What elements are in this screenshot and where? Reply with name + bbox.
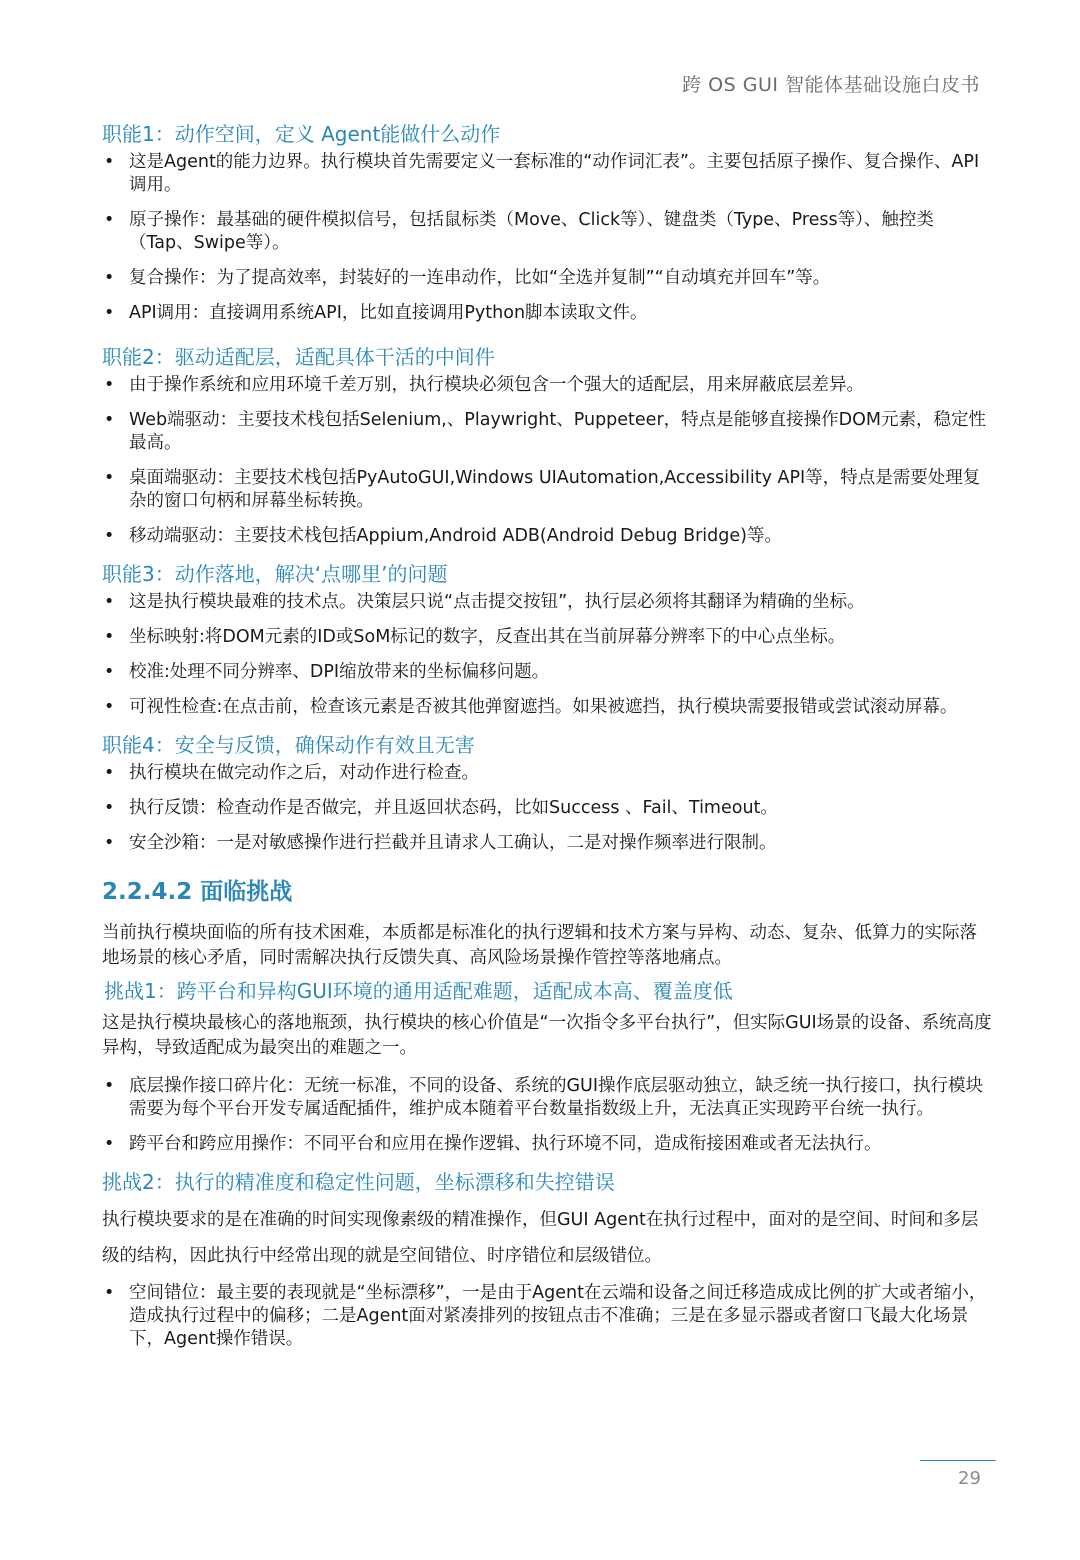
section-heading-2: 职能2：驱动适配层，适配具体干活的中间件 bbox=[102, 345, 495, 369]
list-item: • 底层操作接口碎片化：无统一标准，不同的设备、系统的GUI操作底层驱动独立，缺乏统一执行接口，执行模块需要为每个平台开发专属适配插件，维护成本随着平台数量指数级上升，无法真正实现跨平台统一执行。 bbox=[102, 1075, 994, 1121]
page-number: 29 bbox=[958, 1468, 981, 1489]
section-heading-1: 职能1：动作空间，定义 Agent能做什么动作 bbox=[102, 122, 501, 146]
challenge-heading-2: 挑战2：执行的精准度和稳定性问题，坐标漂移和失控错误 bbox=[102, 1170, 615, 1194]
list-item: • 这是执行模块最难的技术点。决策层只说“点击提交按钮”，执行层必须将其翻译为精确的坐标。 bbox=[102, 591, 994, 614]
list-item: • 桌面端驱动：主要技术栈包括PyAutoGUI,Windows UIAutomation,Accessibility API等，特点是需要处理复杂的窗口句柄和屏幕坐标转换。 bbox=[102, 467, 994, 513]
list-item: • API调用：直接调用系统API，比如直接调用Python脚本读取文件。 bbox=[102, 302, 994, 325]
list-item: • 移动端驱动：主要技术栈包括Appium,Android ADB(Android Debug Bridge)等。 bbox=[102, 525, 994, 548]
list-item: • Web端驱动：主要技术栈包括Selenium,、Playwright、Puppeteer，特点是能够直接操作DOM元素，稳定性最高。 bbox=[102, 409, 994, 455]
challenge-paragraph-2: 执行模块要求的是在准确的时间实现像素级的精准操作，但GUI Agent在执行过程中，面对的是空间、时间和多层级的结构，因此执行中经常出现的就是空间错位、时序错位和层级错位。 bbox=[102, 1210, 979, 1266]
list-item: • 跨平台和跨应用操作：不同平台和应用在操作逻辑、执行环境不同，造成衔接困难或者无法执行。 bbox=[102, 1133, 994, 1156]
challenge-paragraph-1: 这是执行模块最核心的落地瓶颈，执行模块的核心价值是“一次指令多平台执行”，但实际GUI场景的设备、系统高度异构，导致适配成为最突出的难题之一。 bbox=[102, 1013, 992, 1058]
list-item: • 原子操作：最基础的硬件模拟信号，包括鼠标类（Move、Click等）、键盘类（Type、Press等）、触控类（Tap、Swipe等）。 bbox=[102, 209, 994, 255]
bullet-list-4 bbox=[102, 762, 994, 855]
list-item: • 坐标映射:将DOM元素的ID或SoM标记的数字，反查出其在当前屏幕分辨率下的中心点坐标。 bbox=[102, 626, 994, 649]
challenge-list-2 bbox=[102, 1282, 994, 1351]
list-item: • 执行反馈：检查动作是否做完，并且返回状态码，比如Success 、Fail、Timeout。 bbox=[102, 797, 994, 820]
running-header: 跨 OS GUI 智能体基础设施白皮书 bbox=[682, 74, 980, 96]
bullet-list-3 bbox=[102, 591, 994, 719]
intro-paragraph: 当前执行模块面临的所有技术困难，本质都是标准化的执行逻辑和技术方案与异构、动态、复杂、低算力的实际落地场景的核心矛盾，同时需解决执行反馈失真、高风险场景操作管控等落地痛点。 bbox=[102, 923, 977, 968]
list-item: • 由于操作系统和应用环境千差万别，执行模块必须包含一个强大的适配层，用来屏蔽底层差异。 bbox=[102, 374, 994, 397]
list-item: • 复合操作：为了提高效率，封装好的一连串动作，比如“全选并复制”“自动填充并回车”等。 bbox=[102, 267, 994, 290]
list-item: • 空间错位：最主要的表现就是“坐标漂移”，一是由于Agent在云端和设备之间迁移造成成比例的扩大或者缩小，造成执行过程中的偏移；二是Agent面对紧凑排列的按钮点击不准确；三是在多显示器或者窗口飞最大化场景下，Agent操作错误。 bbox=[102, 1282, 994, 1351]
footer-rule bbox=[920, 1460, 996, 1461]
list-item: • 这是Agent的能力边界。执行模块首先需要定义一套标准的“动作词汇表”。主要包括原子操作、复合操作、API调用。 bbox=[102, 151, 994, 197]
challenge-heading-1: 挑战1：跨平台和异构GUI环境的通用适配难题，适配成本高、覆盖度低 bbox=[104, 979, 733, 1003]
bullet-list-2 bbox=[102, 374, 994, 548]
list-item: • 执行模块在做完动作之后，对动作进行检查。 bbox=[102, 762, 994, 785]
list-item: • 可视性检查:在点击前，检查该元素是否被其他弹窗遮挡。如果被遮挡，执行模块需要报错或尝试滚动屏幕。 bbox=[102, 696, 994, 719]
list-item: • 安全沙箱：一是对敏感操作进行拦截并且请求人工确认，二是对操作频率进行限制。 bbox=[102, 832, 994, 855]
page-content bbox=[102, 120, 994, 1363]
subsection-heading: 2.2.4.2 面临挑战 bbox=[102, 879, 293, 905]
list-item: • 校准:处理不同分辨率、DPI缩放带来的坐标偏移问题。 bbox=[102, 661, 994, 684]
section-heading-3: 职能3：动作落地，解决‘点哪里’的问题 bbox=[102, 562, 448, 586]
challenge-list-1 bbox=[102, 1075, 994, 1156]
section-heading-4: 职能4：安全与反馈，确保动作有效且无害 bbox=[102, 733, 475, 757]
bullet-list-1 bbox=[102, 151, 994, 325]
